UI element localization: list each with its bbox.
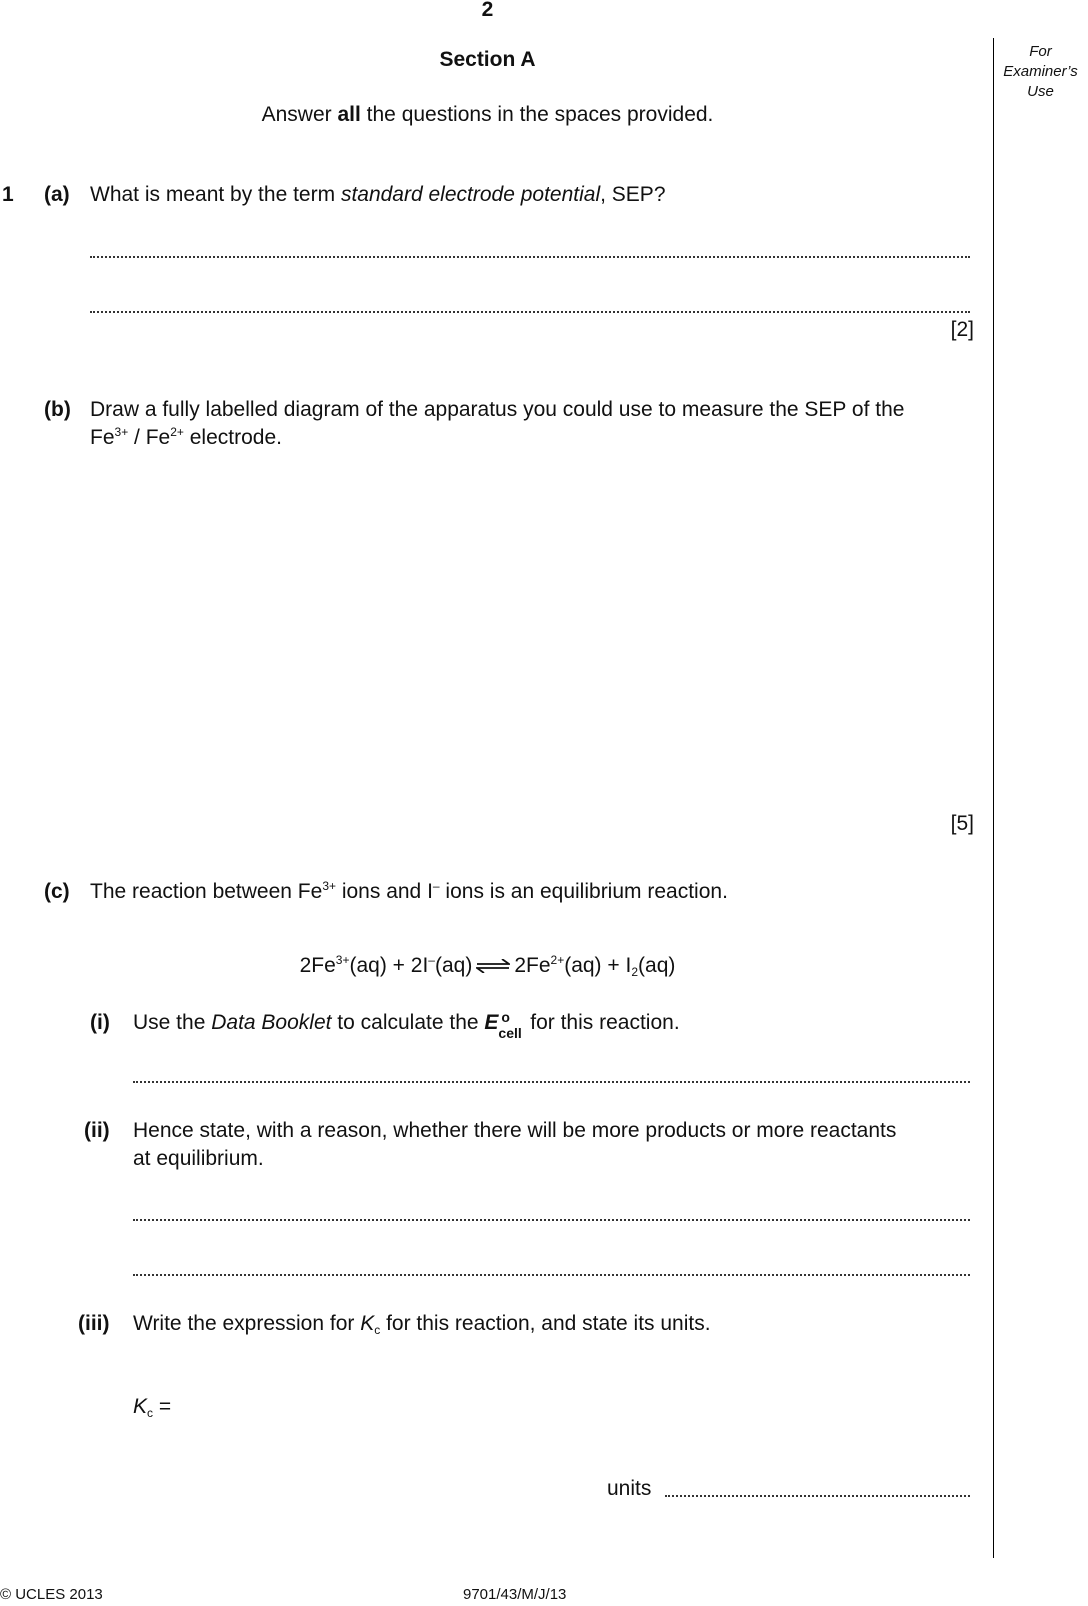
ciii-sub-c: c	[374, 1323, 381, 1337]
part-cii-line2: at equilibrium.	[133, 1147, 264, 1170]
eq-part: 2Fe	[299, 954, 336, 977]
intro-charge: 3+	[322, 879, 336, 893]
ciii-text-b: for this reaction, and state its units.	[380, 1312, 711, 1335]
diagram-answer-space[interactable]	[90, 472, 970, 802]
intro-text-c: ions is an equilibrium reaction.	[439, 880, 728, 903]
instruction-bold: all	[337, 103, 361, 126]
eq-charge: –	[428, 953, 435, 967]
part-ci-label: (i)	[90, 1011, 110, 1034]
part-c-intro	[90, 878, 728, 906]
examiner-use-label	[993, 42, 1088, 102]
section-title: Section A	[439, 48, 536, 71]
part-a-text: What is meant by the term	[90, 183, 341, 206]
charge-2plus: 2+	[170, 425, 184, 439]
part-a-term: standard electrode potential	[340, 183, 601, 206]
part-b-line2-end: electrode.	[183, 426, 282, 449]
answer-line-ci[interactable]	[133, 1081, 970, 1083]
eq-part: (aq)	[638, 954, 676, 977]
kc-equals: =	[153, 1395, 172, 1418]
instruction-text-end: the questions in the spaces provided.	[360, 103, 714, 126]
examiner-line3: Use	[1027, 83, 1054, 100]
standard-symbol-icon: o	[501, 1009, 510, 1025]
fe-slash: / Fe	[128, 426, 171, 449]
part-b-line2	[90, 424, 282, 452]
instruction	[0, 103, 975, 127]
ci-data-booklet: Data Booklet	[211, 1011, 332, 1034]
answer-line-cii1[interactable]	[133, 1219, 970, 1221]
kc-expression-label	[133, 1393, 171, 1421]
kc-K: K	[133, 1395, 148, 1418]
charge-3plus: 3+	[114, 425, 129, 439]
part-cii-line1: Hence state, with a reason, whether there will be more products or more reactants	[133, 1119, 897, 1142]
ci-cell: cell	[498, 1025, 522, 1041]
kc-sub-c: c	[147, 1406, 154, 1420]
ci-e-cell-group	[498, 1009, 524, 1041]
ci-text-c: for this reaction.	[524, 1011, 680, 1034]
eq-part: 2Fe	[514, 954, 551, 977]
ciii-K: K	[360, 1312, 375, 1335]
footer-paper-code: 9701/43/M/J/13	[463, 1586, 567, 1603]
ci-E: E	[484, 1011, 499, 1034]
mark-a: [2]	[950, 318, 974, 341]
examiner-margin-line	[993, 38, 994, 1558]
part-ciii-label: (iii)	[78, 1312, 110, 1335]
reaction-equation	[0, 954, 975, 978]
eq-charge: 2+	[550, 953, 565, 967]
instruction-text: Answer	[261, 103, 338, 126]
eq-part: (aq) + 2I	[349, 954, 429, 977]
ciii-text-a: Write the expression for	[133, 1312, 361, 1335]
eq-charge: 3+	[335, 953, 350, 967]
answer-line-a1[interactable]	[90, 256, 970, 258]
intro-minus: –	[432, 879, 440, 893]
part-ciii-question	[133, 1310, 711, 1338]
page-number: 2	[481, 0, 494, 21]
intro-text-b: ions and I	[336, 880, 433, 903]
examiner-line2: Examiner’s	[1003, 63, 1078, 80]
fe-text: Fe	[90, 426, 115, 449]
part-cii-label: (ii)	[84, 1119, 110, 1142]
part-a-text-end: , SEP?	[600, 183, 666, 206]
footer-copyright: © UCLES 2013	[0, 1586, 103, 1603]
part-b-label: (b)	[44, 398, 71, 421]
equilibrium-arrow-icon	[476, 959, 510, 973]
eq-part: (aq) + I	[564, 954, 632, 977]
question-number: 1	[2, 183, 14, 206]
part-c-label: (c)	[44, 880, 70, 903]
units-label: units	[607, 1477, 652, 1500]
part-a-label: (a)	[44, 183, 70, 206]
ci-text-b: to calculate the	[331, 1011, 485, 1034]
part-b-line1: Draw a fully labelled diagram of the apparatus you could use to measure the SEP of the	[90, 398, 905, 421]
intro-text-a: The reaction between Fe	[90, 880, 323, 903]
eq-part: (aq)	[434, 954, 473, 977]
answer-line-a2[interactable]	[90, 311, 970, 313]
examiner-line1: For	[1029, 43, 1052, 60]
units-answer-line[interactable]	[665, 1495, 970, 1497]
part-ci-question	[133, 1009, 680, 1041]
part-a-question	[90, 181, 666, 209]
ci-text-a: Use the	[133, 1011, 212, 1034]
mark-b: [5]	[950, 812, 974, 835]
answer-line-cii2[interactable]	[133, 1274, 970, 1276]
eq-subscript: 2	[631, 965, 639, 979]
